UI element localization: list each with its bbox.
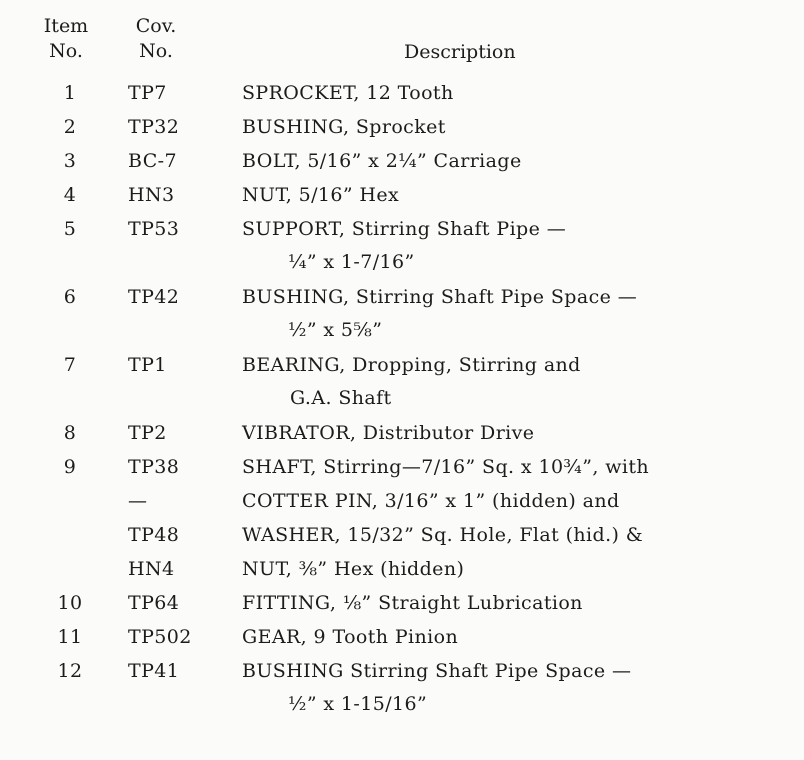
cov-number: TP1 [128, 354, 167, 376]
part-description-continued: ½” x 5⅝” [288, 319, 383, 341]
cov-number: — [128, 490, 148, 512]
header-cov-no [124, 14, 188, 64]
part-description: BEARING, Dropping, Stirring and [242, 354, 581, 376]
cov-number: TP53 [128, 218, 180, 240]
header-cov-line2: No. [139, 40, 173, 62]
item-number: 12 [57, 660, 83, 682]
part-description: BUSHING, Stirring Shaft Pipe Space — [242, 286, 638, 308]
part-row-11 [0, 624, 804, 658]
cov-number: TP42 [128, 286, 180, 308]
part-row-2 [0, 114, 804, 148]
part-description: COTTER PIN, 3/16” x 1” (hidden) and [242, 490, 620, 512]
part-description: WASHER, 15/32” Sq. Hole, Flat (hid.) & [242, 524, 644, 546]
header-item-line1: Item [43, 15, 89, 37]
cov-number: TP2 [128, 422, 167, 444]
header-cov-line1: Cov. [135, 15, 177, 37]
cov-number: TP48 [128, 524, 180, 546]
parts-table [0, 80, 804, 726]
item-number: 8 [63, 422, 77, 444]
part-description: BOLT, 5/16” x 2¼” Carriage [242, 150, 522, 172]
cov-number: TP32 [128, 116, 180, 138]
header-item-no [34, 14, 98, 64]
part-description: NUT, ⅜” Hex (hidden) [242, 558, 465, 580]
part-description: GEAR, 9 Tooth Pinion [242, 626, 459, 648]
cov-number: TP41 [128, 660, 180, 682]
item-number: 7 [63, 354, 77, 376]
part-description: BUSHING, Sprocket [242, 116, 446, 138]
part-row-12 [0, 658, 804, 726]
cov-number: TP7 [128, 82, 167, 104]
part-row-8 [0, 420, 804, 454]
cov-number: TP64 [128, 592, 180, 614]
item-number: 11 [57, 626, 83, 648]
part-row-3 [0, 148, 804, 182]
part-row-10 [0, 590, 804, 624]
cov-number: HN3 [128, 184, 175, 206]
item-number: 5 [63, 218, 77, 240]
item-number: 9 [63, 456, 77, 478]
item-number: 4 [63, 184, 77, 206]
part-description: NUT, 5/16” Hex [242, 184, 400, 206]
cov-number: HN4 [128, 558, 175, 580]
part-description-continued: G.A. Shaft [290, 387, 392, 409]
part-row-5 [0, 216, 804, 284]
part-description-continued: ½” x 1-15/16” [288, 693, 428, 715]
part-description: FITTING, ⅛” Straight Lubrication [242, 592, 583, 614]
header-description: Description [404, 41, 516, 63]
part-row-6 [0, 284, 804, 352]
item-number: 2 [63, 116, 77, 138]
part-description: VIBRATOR, Distributor Drive [242, 422, 535, 444]
item-number: 10 [57, 592, 83, 614]
part-row-9-washer [0, 522, 804, 556]
part-description: SPROCKET, 12 Tooth [242, 82, 454, 104]
cov-number: TP502 [128, 626, 192, 648]
item-number: 1 [63, 82, 77, 104]
header-item-line2: No. [49, 40, 83, 62]
part-row-4 [0, 182, 804, 216]
cov-number: TP38 [128, 456, 180, 478]
item-number: 6 [63, 286, 77, 308]
part-description-continued: ¼” x 1-7/16” [288, 251, 415, 273]
part-description: SHAFT, Stirring—7/16” Sq. x 10¾”, with [242, 456, 650, 478]
part-row-1 [0, 80, 804, 114]
part-description: SUPPORT, Stirring Shaft Pipe — [242, 218, 567, 240]
part-row-9 [0, 454, 804, 488]
cov-number: BC-7 [128, 150, 177, 172]
part-row-9-nut [0, 556, 804, 590]
part-description: BUSHING Stirring Shaft Pipe Space — [242, 660, 632, 682]
part-row-7 [0, 352, 804, 420]
part-row-9-cotter-pin [0, 488, 804, 522]
item-number: 3 [63, 150, 77, 172]
